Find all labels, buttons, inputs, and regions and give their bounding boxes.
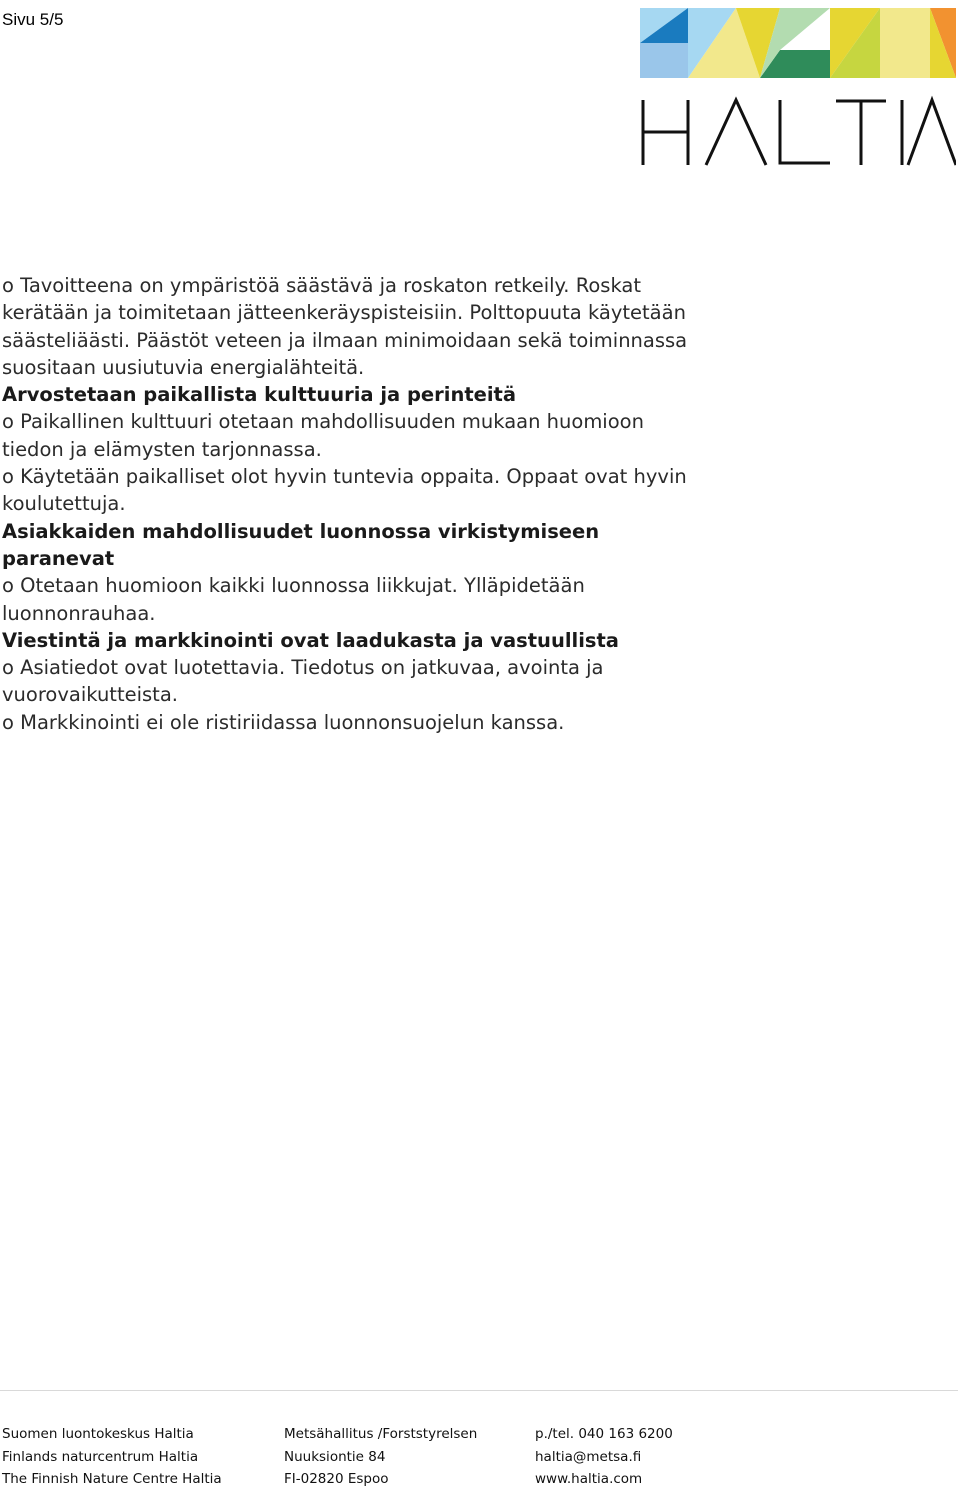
footer-phone: p./tel. 040 163 6200 [535,1426,673,1442]
footer-org-en: The Finnish Nature Centre Haltia [2,1471,222,1488]
footer-org-fi: Suomen luontokeskus Haltia [2,1426,194,1442]
footer-owner: Metsähallitus /Forststyrelsen [284,1426,478,1442]
footer-email-link[interactable]: haltia@metsa.fi [535,1448,642,1465]
paragraph-visitors: o Otetaan huomioon kaikki luonnossa liikkujat. Ylläpidetään luonnonrauhaa. [2,574,585,625]
footer-address [284,1423,477,1491]
logo-tile-12 [880,8,930,78]
paragraph-information: o Asiatiedot ovat luotettavia. Tiedotus on jatkuvaa, avointa ja vuorovaikutteista. [2,656,604,707]
haltia-logo [640,8,956,168]
paragraph-marketing: o Markkinointi ei ole ristiriidassa luonnonsuojelun kanssa. [2,710,565,734]
paragraph-guides: o Käytetään paikalliset olot hyvin tuntevia oppaita. Oppaat ovat hyvin koulutettuja. [2,465,687,516]
footer-organization [2,1423,222,1491]
heading-communication: Viestintä ja markkinointi ovat laadukasta ja vastuullista [2,628,619,652]
footer-postal: FI-02820 Espoo [284,1471,389,1488]
footer-street: Nuuksiontie 84 [284,1448,386,1465]
page-number: Sivu 5/5 [2,10,64,29]
heading-culture: Arvostetaan paikallista kulttuuria ja perinteitä [2,383,517,407]
footer-website-link[interactable]: www.haltia.com [535,1471,643,1488]
logo-wordmark [643,100,956,165]
paragraph-local-culture: o Paikallinen kulttuuri otetaan mahdollisuuden mukaan huomioon tiedon ja elämysten tarjonnassa. [2,410,644,461]
logo-tile-3 [640,43,688,78]
logo-tile-7 [780,8,830,50]
paragraph-environment: o Tavoitteena on ympäristöä säästävä ja roskaton retkeily. Roskat kerätään ja toimitetaan jätteenkeräyspisteisiin. Polttopuuta käytetään säästeliäästi. Päästöt veteen ja ilmaan minimoidaan sekä toiminnassa suositaan uusiutuvia energialähteitä. [2,274,688,379]
footer-contact [535,1423,673,1491]
heading-recreation: Asiakkaiden mahdollisuudet luonnossa virkistymiseen paranevat [2,519,600,570]
body-text [2,272,702,736]
footer-divider [0,1390,958,1391]
footer-org-sv: Finlands naturcentrum Haltia [2,1448,199,1465]
